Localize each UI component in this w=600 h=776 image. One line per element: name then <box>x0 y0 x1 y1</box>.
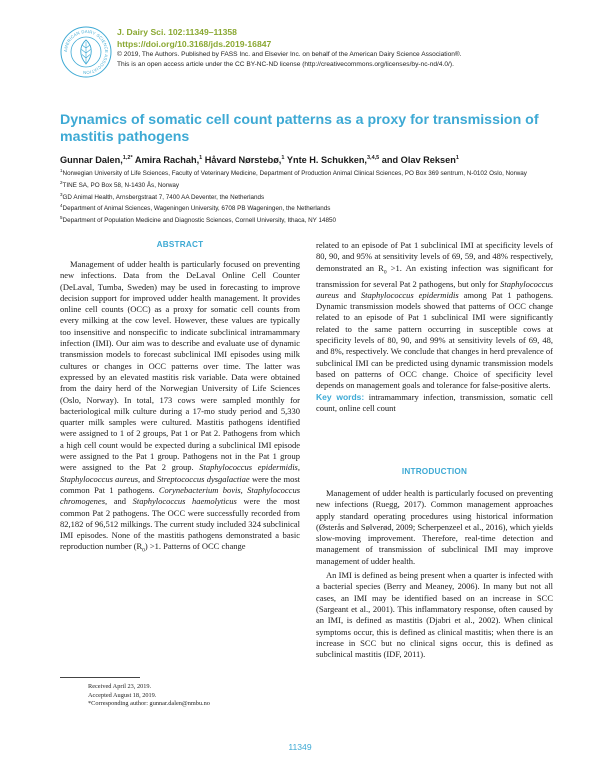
affiliation: $^5$Department of Population Medicine and Diagnostic Sciences, Cornell University, Ithaca, NY 14850 <box>60 215 336 225</box>
introduction-text <box>316 488 553 660</box>
abstract-left-column <box>60 259 300 557</box>
journal-citation: J. Dairy Sci. 102:11349–11358 <box>117 27 237 37</box>
intro-paragraph: Management of udder health is particularly focused on preventing new infections (Ruegg, 2017). Common management approaches apply standard operating procedures using historical information (Østerås and Sølverød, 2009; Scherpenzeel et al., 2016), which yields slow-moving improvement. Therefore, real-time detection and management of transmission of subclinical IMI may improve management of udder health. <box>316 488 553 566</box>
author-list <box>60 155 550 165</box>
intro-paragraph: An IMI is defined as being present when a quarter is infected with a bacterial species (Berry and Meaney, 2006). In many but not all cases, an IMI may be identified based on an increase in SCC (Sargeant et al., 2001). This inflammatory response, often caused by an IMI, is defined as mastitis (Djabri et al., 2002). When clinical symptoms occur, this is defined as clinical mastitis; when there is an increase in SCC but no clinical signs occur, this is defined as subclinical mastitis (IDF, 2011). <box>316 570 553 660</box>
footnotes <box>88 683 288 709</box>
author-name: Amira Rachah, <box>134 155 200 166</box>
author-name: Gunnar Dalen, <box>60 155 123 166</box>
author-name: Håvard Nørstebø, <box>204 155 282 166</box>
author-sup: 1 <box>455 155 459 161</box>
author-sup: 1 <box>199 155 203 161</box>
received-date: Received April 23, 2019. <box>88 683 152 690</box>
article-title: Dynamics of somatic cell count patterns as a proxy for transmission of mastitis pathogens <box>60 112 539 145</box>
abstract-paragraph: Management of udder health is particularly focused on preventing new infections. Data from the DeLaval Online Cell Counter (DeLaval, Tumba, Sweden) may be used in forecasting to improve decision support for improved udder health management. It provides online cell counts (OCC) as a proxy for somatic cell counts from every milking at the cow level. However, these values are typically too insensitive and nonspecific to indicate subclinical intramammary infection (IMI). Our aim was to describe and evaluate use of dynamic transmission models to forecast subclinical IMI episodes using milk cultures or changes in OCC patterns over time. The latter was expressed by an elevated mastitis risk variable. Data were obtained from the dairy herd of the Norwegian University of Life Sciences (Oslo, Norway). In total, 173 cows were sampled monthly for bacteriological milk culture during a 17-mo study period and 5,330 quarter milk samples were cultured. Mastitis pathogens identified were assigned to 1 of 2 groups, Pat 1 or Pat 2. Pathogens from which a high cell count would be expected during a subclinical IMI episode were assigned to the Pat 1 group. Pathogens not in the Pat 1 group were assigned to the Pat 2 group. Staphylococcus epidermidis, Staphylococcus aureus, and Streptococcus dysgalactiae were the most common Pat 1 pathogens. Corynebacterium bovis, Staphylococcus chromogenes, and Staphylococcus haemolyticus were the most common Pat 2 pathogens. The OCC were successfully recorded from 82,182 of 96,512 milkings. The current study included 324 subclinical IMI episodes. None of the mastitis pathogens demonstrated a basic reproduction number $(R_0) >1$. Patterns of OCC change <box>60 259 301 555</box>
abstract-paragraph-cont: related to an episode of Pat 1 subclinical IMI at specificity levels of 80, 90, and 95% at sensitivity levels of 69, 59, and 48% respectively, demonstrated an $R_0 >1$. An existing infection was significant for transmission for several Pat 2 pathogens, but only for Staphylococcus aureus and Staphylococcus epidermidis among Pat 1 pathogens. Dynamic transmission models showed that patterns of OCC change related to an episode of Pat 1 subclinical IMI were significantly related to the same pattern occurring in susceptible cows at specificity levels of 80, 90, and 99% at sensitivity levels of 69, 48, and 8%, respectively. We conclude that changes in herd prevalence of subclinical IMI can be predicted using dynamic transmission models based on patterns of OCC change. Choice of specificity level depends on management goals and tolerance for false-positive alerts. <box>316 240 554 391</box>
author-sup: 1 <box>281 155 285 161</box>
keywords: Key words: intramammary infection, transmission, somatic cell count, online cell count <box>316 391 554 413</box>
accepted-date: Accepted August 18, 2019. <box>88 691 157 699</box>
adsa-logo <box>60 26 112 78</box>
license-line: This is an open access article under the CC BY-NC-ND license (http://creativecommons.org/licenses/by-nc-nd/4.0/). <box>117 61 454 68</box>
journal-header <box>117 27 557 70</box>
affiliation: $^3$GD Animal Health, Arnsbergstraat 7, 7400 AA Deventer, the Netherlands <box>60 191 265 201</box>
affiliations <box>60 167 550 226</box>
footnote-rule <box>60 677 140 678</box>
author-name: Ynte H. Schukken, <box>286 155 367 166</box>
author-sup: 1,2* <box>122 155 133 161</box>
affiliation: $^1$Norwegian University of Life Sciences, Faculty of Veterinary Medicine, Department of Production Animal Clinical Sciences, PO Box 369 sentrum, N-0102 Oslo, Norway <box>60 168 527 178</box>
abstract-heading: ABSTRACT <box>156 240 204 249</box>
introduction-heading: INTRODUCTION <box>401 467 468 476</box>
logo-arc-text: AMERICAN DAIRY SCIENCE ASSOCIATION <box>62 28 110 76</box>
affiliation: $^2$TINE SA, PO Box 58, N-1430 Ås, Norway <box>60 179 180 189</box>
page-number: 11349 <box>288 742 312 752</box>
corresponding-author: *Corresponding author: gunnar.dalen@nmbu.no <box>88 700 210 708</box>
author-name: and Olav Reksen <box>381 155 456 166</box>
affiliation: $^4$Department of Animal Sciences, Wageningen University, 6708 PB Wageningen, the Netherlands <box>60 203 331 213</box>
copyright-line: © 2019, The Authors. Published by FASS Inc. and Elsevier Inc. on behalf of the American Dairy Science Association®. <box>117 51 462 58</box>
doi-link[interactable]: https://doi.org/10.3168/jds.2019-16847 <box>117 38 272 49</box>
keywords-label: Key words: <box>316 391 365 402</box>
author-sup: 3,4,5 <box>367 155 380 161</box>
abstract-right-column <box>316 240 553 414</box>
